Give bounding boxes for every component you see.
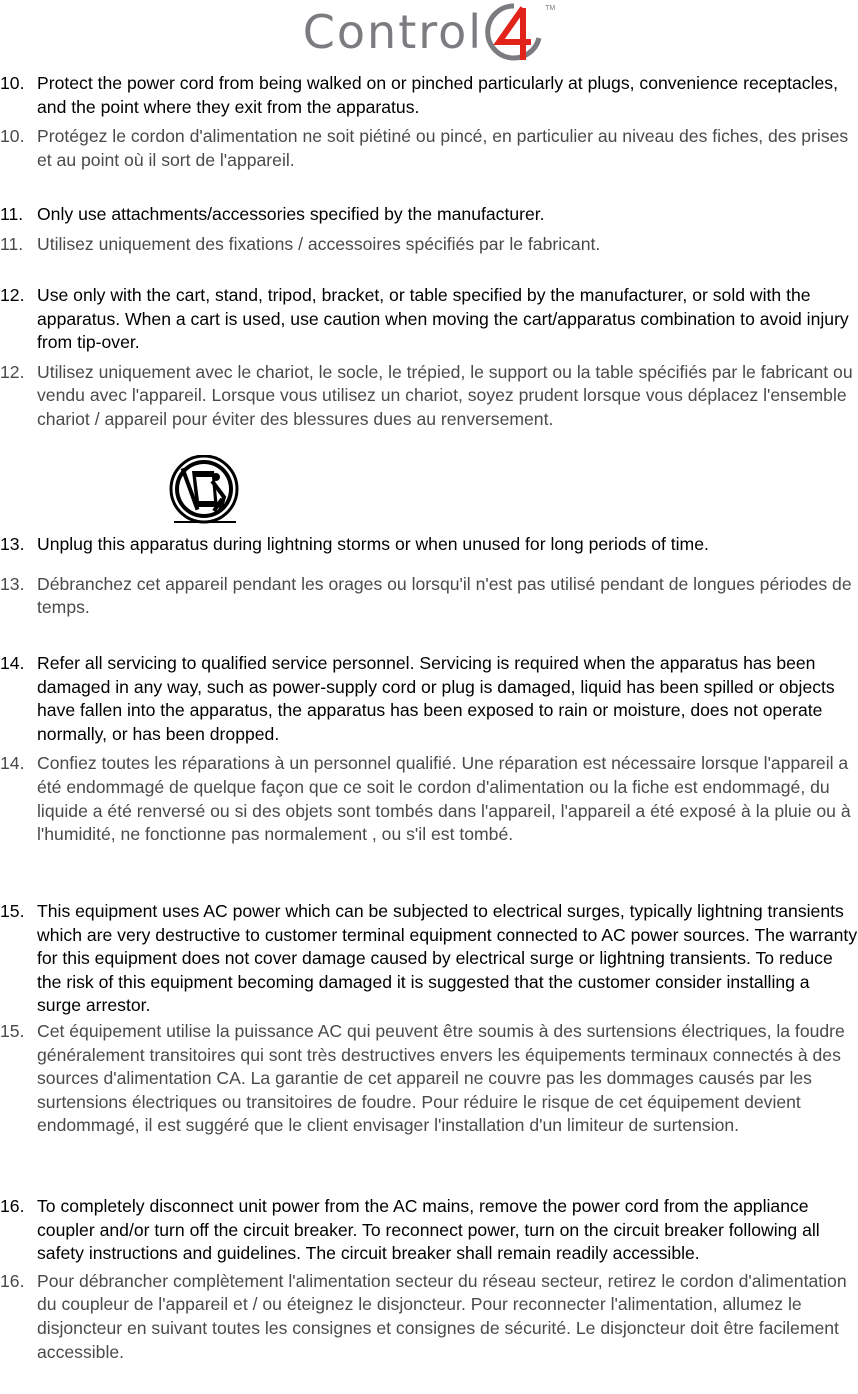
trademark-symbol: TM [545, 4, 556, 12]
instruction-text-en: To completely disconnect unit power from the AC mains, remove the power cord from the appliance coupler and/or turn off the circuit breaker. To reconnect power, turn on the circuit breaker following all safety instructions and guidelines. The circuit breaker shall remain readily accessible. [37, 1196, 820, 1264]
item-number: 16. [0, 1196, 25, 1216]
instruction-text-en: Use only with the cart, stand, tripod, bracket, or table specified by the manufacturer, or sold with the apparatus. When a cart is used, use caution when moving the cart/apparatus combination to avoid injury from tip-over. [37, 285, 849, 353]
instruction-text-fr: Protégez le cordon d'alimentation ne soit piétiné ou pincé, en particulier au niveau des fiches, des prises et au point où il sort de l'appareil. [37, 126, 849, 170]
instruction-en [0, 284, 858, 355]
item-number: 15. [0, 1020, 25, 1041]
instruction-text-fr: Pour débrancher complètement l'alimentation secteur du réseau secteur, retirez le cordon d'alimentation du coupleur de l'appareil et / ou éteignez le disjoncteur. Pour reconnecter l'alimentation, allumez le disjoncteur en suivant toutes les consignes et consignes de sécurité. Le disjoncteur doit être facilement accessible. [37, 1270, 847, 1362]
item-number: 10. [0, 126, 25, 147]
item-number: 12. [0, 361, 25, 382]
instruction-text-en: Unplug this apparatus during lightning storms or when unused for long periods of time. [37, 534, 709, 554]
instruction-en [0, 533, 858, 557]
instruction-fr [0, 125, 858, 172]
instruction-fr [0, 752, 858, 846]
instruction-fr [0, 1270, 858, 1364]
instruction-text-en: Protect the power cord from being walked on or pinched particularly at plugs, convenience receptacles, and the point where they exit from the apparatus. [37, 73, 838, 117]
item-number: 14. [0, 753, 25, 774]
instruction-fr [0, 361, 858, 432]
instruction-en [0, 72, 858, 119]
instruction-fr [0, 1020, 858, 1138]
instruction-text-fr: Débranchez cet appareil pendant les orages ou lorsqu'il n'est pas utilisé pendant de longues périodes de temps. [37, 573, 852, 618]
instruction-text-en: This equipment uses AC power which can be subjected to electrical surges, typically lightning transients which are very destructive to customer terminal equipment connected to AC power sources. The warranty for this equipment does not cover damage caused by electrical surge or lightning transients. To reduce the risk of this equipment becoming damaged it is suggested that the customer consider installing a surge arrestor. [37, 901, 858, 1016]
item-number: 10. [0, 73, 25, 93]
instruction-text-fr: Cet équipement utilise la puissance AC qui peuvent être soumis à des surtensions électriques, la foudre généralement transitoires qui sont très destructives envers les équipements terminaux connectés à des sources d'alimentation CA. La garantie de cet appareil ne couvre pas les dommages causés par les surtensions électriques ou transitoires de foudre. Pour réduire le risque de cet équipement devient endommagé, il est suggéré que le client envisager l'installation d'un limiteur de surtension. [37, 1020, 845, 1136]
instruction-en [0, 900, 858, 1018]
item-number: 11. [0, 233, 24, 254]
item-number: 15. [0, 901, 25, 921]
instruction-text-en: Only use attachments/accessories specified by the manufacturer. [37, 204, 545, 224]
instruction-item-10 [0, 72, 858, 172]
instruction-item-13 [0, 533, 858, 620]
instruction-en [0, 1195, 858, 1266]
instruction-fr [0, 573, 858, 620]
instruction-text-fr: Confiez toutes les réparations à un personnel qualifié. Une réparation est nécessaire lorsque l'appareil a été endommagé de quelque façon que ce soit le cordon d'alimentation ou la fiche est endommagé, du liquide a été renversé ou si des objets sont tombés dans l'appareil, l'appareil a été exposé à la pluie ou à l'humidité, ne fonctionne pas normalement , ou s'il est tombé. [37, 753, 851, 845]
instruction-item-14 [0, 652, 858, 847]
item-number: 12. [0, 285, 25, 305]
item-number: 11. [0, 204, 24, 224]
instruction-item-12 [0, 284, 858, 432]
instruction-item-16 [0, 1195, 858, 1364]
item-number: 14. [0, 653, 25, 673]
instruction-en [0, 652, 858, 746]
instruction-text-fr: Utilisez uniquement des fixations / accessoires spécifiés par le fabricant. [37, 233, 601, 254]
control4-logo [0, 0, 858, 68]
cart-tip-over-warning-icon [166, 455, 242, 527]
logo-4-mark-icon [485, 2, 543, 62]
logo-text: Control [302, 5, 484, 59]
item-number: 13. [0, 573, 25, 594]
instruction-en [0, 203, 858, 227]
item-number: 13. [0, 534, 25, 554]
instruction-text-fr: Utilisez uniquement avec le chariot, le socle, le trépied, le support ou la table spécifiés par le fabricant ou vendu avec l'appareil. Lorsque vous utilisez un chariot, soyez prudent lorsque vous déplacez l'ensemble chariot / appareil pour éviter des blessures dues au renversement. [37, 361, 853, 429]
instruction-item-15 [0, 900, 858, 1138]
item-number: 16. [0, 1270, 25, 1291]
instruction-text-en: Refer all servicing to qualified service personnel. Servicing is required when the apparatus has been damaged in any way, such as power-supply cord or plug is damaged, liquid has been spilled or objects have fallen into the apparatus, the apparatus has been exposed to rain or moisture, does not operate normally, or has been dropped. [37, 653, 835, 744]
instruction-item-11 [0, 203, 858, 256]
instruction-fr [0, 233, 858, 257]
